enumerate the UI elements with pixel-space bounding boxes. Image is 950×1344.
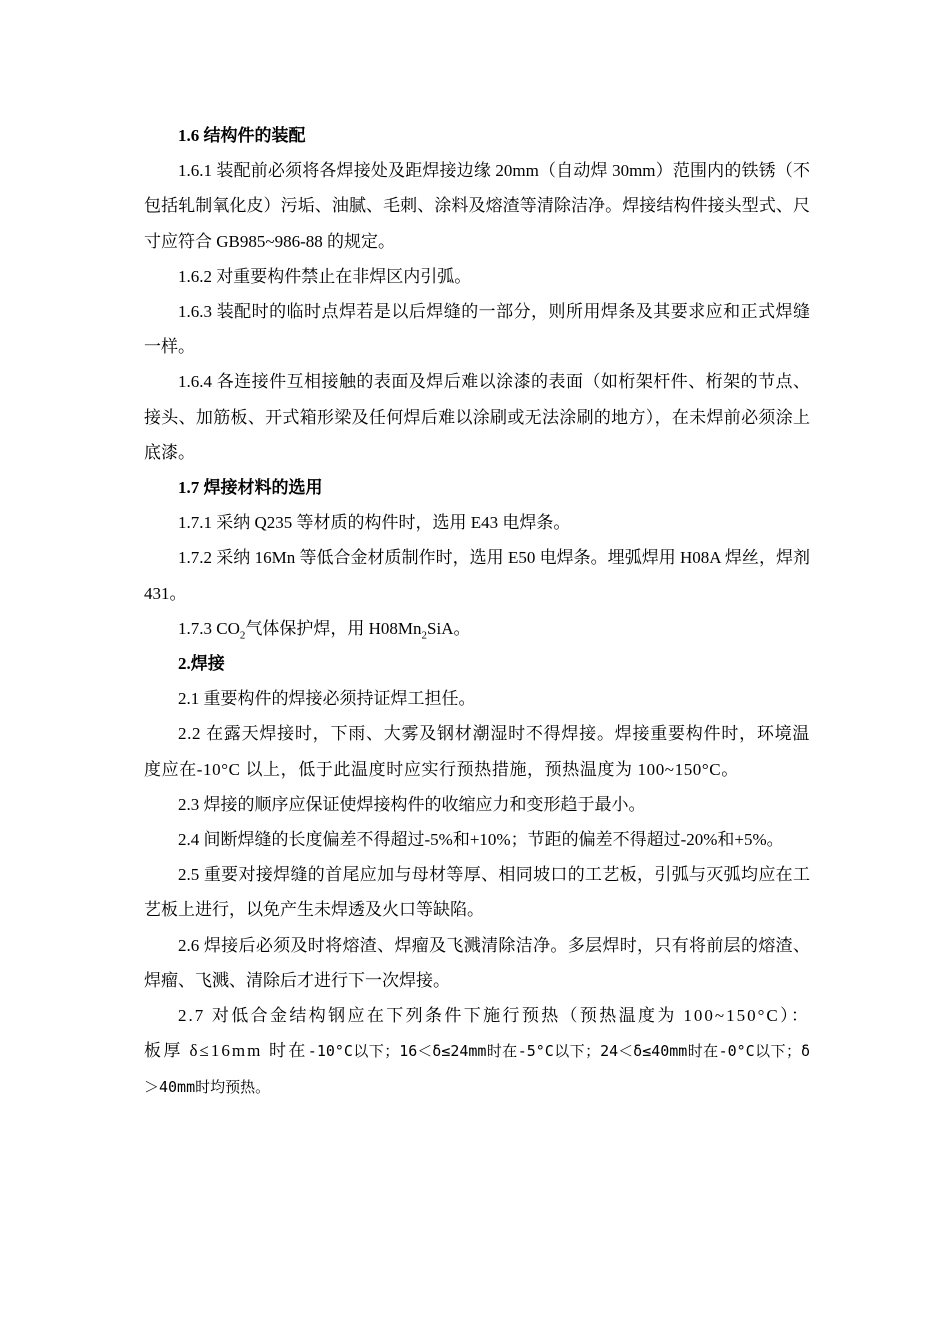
paragraph-2-4: 2.4 间断焊缝的长度偏差不得超过-5%和+10%；节距的偏差不得超过-20%和+5%。 bbox=[178, 830, 784, 850]
paragraph-2-5: 2.5 重要对接焊缝的首尾应加与母材等厚、相同坡口的工艺板，引弧与灭弧均应在工艺板上进行，以免产生未焊透及火口等缺陷。 bbox=[144, 865, 810, 920]
paragraph-1-7-3-part-c: SiA。 bbox=[427, 618, 471, 638]
paragraph-1-7-3 bbox=[144, 611, 810, 646]
subscript-co2: 2 bbox=[239, 629, 246, 642]
paragraph-1-6-4: 1.6.4 各连接件互相接触的表面及焊后难以涂漆的表面（如桁架杆件、桁架的节点、接头、加筋板、开式箱形梁及任何焊后难以涂刷或无法涂刷的地方），在未焊前必须涂上底漆。 bbox=[144, 372, 810, 462]
paragraph-1-6-2: 1.6.2 对重要构件禁止在非焊区内引弧。 bbox=[178, 266, 472, 286]
paragraph-2-7-part-a: 2.7 对低合金结构钢应在下列条件下施行预热（预热温度为 100~150°C）：板厚 δ≤16mm 时在 bbox=[144, 1006, 810, 1061]
paragraph-2-6: 2.6 焊接后必须及时将熔渣、焊瘤及飞溅清除洁净。多层焊时，只有将前层的熔渣、焊瘤、飞溅、清除后才进行下一次焊接。 bbox=[144, 935, 810, 990]
paragraph-1-7-3-part-a: 1.7.3 CO bbox=[178, 618, 240, 638]
paragraph-2-3: 2.3 焊接的顺序应保证使焊接构件的收缩应力和变形趋于最小。 bbox=[178, 794, 646, 814]
paragraph-1-6-3: 1.6.3 装配时的临时点焊若是以后焊缝的一部分，则所用焊条及其要求应和正式焊缝一样。 bbox=[144, 302, 810, 357]
document-body bbox=[144, 118, 810, 1106]
section-heading-1-7: 1.7 焊接材料的选用 bbox=[178, 478, 323, 498]
paragraph-1-6-1: 1.6.1 装配前必须将各焊接处及距焊接边缘 20mm（自动焊 30mm）范围内的铁锈（不包括轧制氧化皮）污垢、油腻、毛刺、涂料及熔渣等清除洁净。焊接结构件接头型式、尺寸应符合 GB985~986-88 的规定。 bbox=[144, 161, 810, 251]
paragraph-2-1: 2.1 重要构件的焊接必须持证焊工担任。 bbox=[178, 689, 476, 709]
paragraph-2-7-part-b: -10°C以下；16＜δ≤24mm时在-5°C以下；24＜δ≤40mm时在-0°C以下；δ＞40mm时均预热。 bbox=[144, 1042, 810, 1097]
paragraph-1-7-1: 1.7.1 采纳 Q235 等材质的构件时，选用 E43 电焊条。 bbox=[178, 513, 571, 533]
paragraph-1-7-2: 1.7.2 采纳 16Mn 等低合金材质制作时，选用 E50 电焊条。埋弧焊用 H08A 焊丝，焊剂 431。 bbox=[144, 548, 810, 603]
subscript-mn2: 2 bbox=[421, 629, 428, 642]
paragraph-2-2: 2.2 在露天焊接时，下雨、大雾及钢材潮湿时不得焊接。焊接重要构件时，环境温度应在-10°C 以上，低于此温度时应实行预热措施，预热温度为 100~150°C。 bbox=[144, 724, 810, 779]
paragraph-2-7 bbox=[144, 998, 810, 1106]
section-heading-1-6: 1.6 结构件的装配 bbox=[178, 126, 306, 145]
paragraph-1-7-3-part-b: 气体保护焊，用 H08Mn bbox=[245, 618, 422, 638]
section-heading-2: 2.焊接 bbox=[178, 654, 225, 674]
